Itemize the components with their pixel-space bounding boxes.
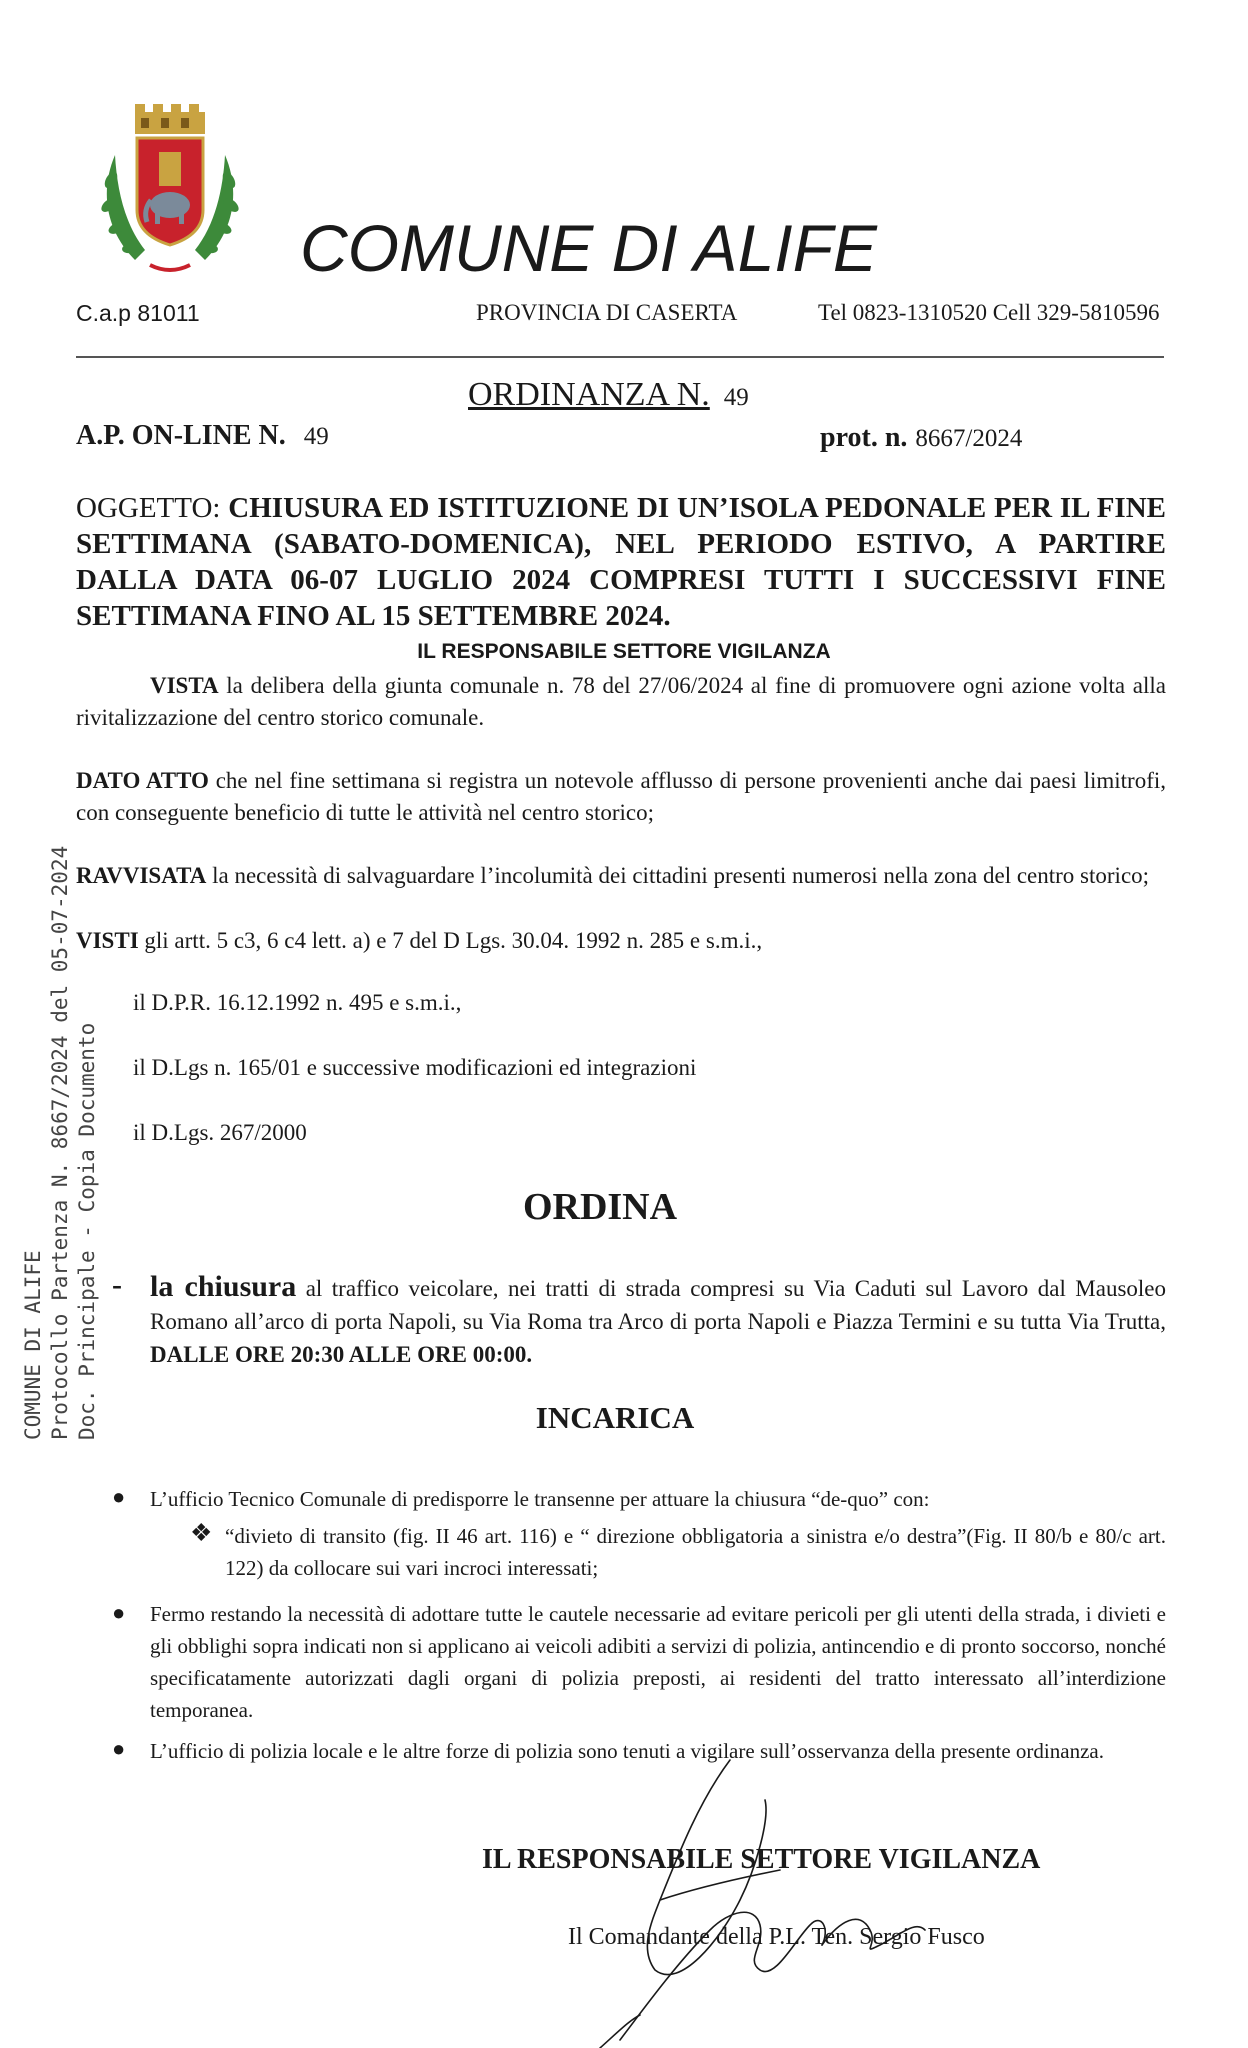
ordina-closure [150, 1270, 1166, 1371]
legal-reference: il D.Lgs. 267/2000 [133, 1120, 307, 1145]
incarica-heading: INCARICA [535, 1400, 695, 1435]
stamp-line: COMUNE DI ALIFE [21, 1250, 45, 1440]
stamp-line: Protocollo Partenza N. 8667/2024 del 05-07-2024 [48, 845, 72, 1440]
paragraph-dato-atto [76, 765, 1166, 829]
paragraph-ravvisata [76, 860, 1166, 892]
ordinanza-label: ORDINANZA N. [468, 376, 710, 413]
header-divider [76, 356, 1164, 358]
prot-value: 8667/2024 [915, 425, 1023, 452]
ordinanza-number [468, 376, 749, 414]
signature-name: Il Comandante della P.L. Ten. Sergio Fusco [568, 1924, 985, 1950]
paragraph-visti [76, 925, 1166, 957]
contacts: Tel 0823-1310520 Cell 329-5810596 [818, 300, 1160, 325]
ravvisata-lead: RAVVISATA [76, 863, 207, 888]
ap-online-value: 49 [303, 423, 329, 450]
closure-lead: la chiusura [150, 1270, 297, 1303]
ordina-heading: ORDINA [522, 1186, 678, 1228]
ravvisata-text: la necessità di salvaguardare l’incolumità dei cittadini presenti numerosi nella zona del centro storico; [212, 863, 1150, 888]
incarica-item: L’ufficio di polizia locale e le altre forze di polizia sono tenuti a vigilare sull’osservanza della presente ordinanza. [150, 1739, 1104, 1763]
list-dash: - [112, 1268, 122, 1301]
closure-hours: DALLE ORE 20:30 ALLE ORE 00:00. [150, 1342, 533, 1367]
vista-text: la delibera della giunta comunale n. 78 del 27/06/2024 al fine di promuovere ogni azione volta alla rivitalizzazione del centro storico comunale. [76, 673, 1166, 730]
legal-reference: il D.P.R. 16.12.1992 n. 495 e s.m.i., [133, 990, 462, 1015]
ap-online-number [76, 420, 329, 452]
signature-title: IL RESPONSABILE SETTORE VIGILANZA [482, 1844, 1041, 1875]
subject-label: OGGETTO: [76, 492, 221, 524]
stamp-line: Doc. Principale - Copia Documento [75, 1022, 99, 1440]
closure-text: al traffico veicolare, nei tratti di strada compresi su Via Caduti sul Lavoro dal Mausoleo Romano all’arco di porta Napoli, su Via Roma tra Arco di porta Napoli e Piazza Termini e su tutta Via Trutta, [150, 1276, 1167, 1334]
bullet-icon: ● [112, 1484, 126, 1509]
prot-label: prot. n. [820, 422, 908, 453]
dato-atto-lead: DATO ATTO [76, 768, 209, 793]
legal-reference: il D.Lgs n. 165/01 e successive modificazioni ed integrazioni [133, 1055, 697, 1080]
protocol-stamp [20, 846, 101, 1440]
subject [76, 490, 1166, 634]
province: PROVINCIA DI CASERTA [476, 300, 738, 325]
ap-online-label: A.P. ON-LINE N. [76, 420, 286, 451]
municipal-crest-icon [95, 100, 245, 280]
bullet-icon: ● [112, 1600, 126, 1625]
diamond-bullet-icon: ❖ [190, 1520, 213, 1547]
ordinanza-value: 49 [723, 384, 749, 411]
visti-text: gli artt. 5 c3, 6 c4 lett. a) e 7 del D Lgs. 30.04. 1992 n. 285 e s.m.i., [144, 928, 763, 953]
municipality-title: COMUNE DI ALIFE [300, 211, 877, 285]
incarica-item: Fermo restando la necessità di adottare tutte le cautele necessarie ad evitare pericoli per gli utenti della strada, i divieti e gli obblighi sopra indicati non si applicano ai veicoli adibiti a servizi di polizia, antincendio e di pronto soccorso, nonché specificatamente autorizzati dagli organi di polizia preposti, ai residenti del tratto interessato all’interdizione temporanea. [150, 1602, 1166, 1722]
paragraph-vista [76, 670, 1166, 734]
bullet-icon: ● [112, 1736, 126, 1761]
responsible-heading: IL RESPONSABILE SETTORE VIGILANZA [417, 640, 831, 663]
dato-atto-text: che nel fine settimana si registra un notevole afflusso di persone provenienti anche dai paesi limitrofi, con conseguente beneficio di tutte le attività nel centro storico; [76, 768, 1167, 825]
incarica-item: L’ufficio Tecnico Comunale di predisporre le transenne per attuare la chiusura “de-quo” con: [150, 1487, 930, 1511]
protocol-number [820, 422, 1022, 454]
handwritten-signature [560, 1740, 980, 2048]
incarica-subitem: “divieto di transito (fig. II 46 art. 116) e “ direzione obbligatoria a sinistra e/o destra”(Fig. II 80/b e 80/c art. 122) da collocare sui vari incroci interessati; [225, 1524, 1166, 1580]
vista-lead: VISTA [150, 673, 219, 698]
subject-text: CHIUSURA ED ISTITUZIONE DI UN’ISOLA PEDONALE PER IL FINE SETTIMANA (SABATO-DOMENICA), NEL PERIODO ESTIVO, A PARTIRE DALLA DATA 06-07 LUGLIO 2024 COMPRESI TUTTI I SUCCESSIVI FINE SETTIMANA FINO AL 15 SETTEMBRE 2024. [76, 492, 1167, 632]
postal-code: C.a.p 81011 [76, 300, 200, 326]
visti-lead: VISTI [76, 928, 139, 953]
